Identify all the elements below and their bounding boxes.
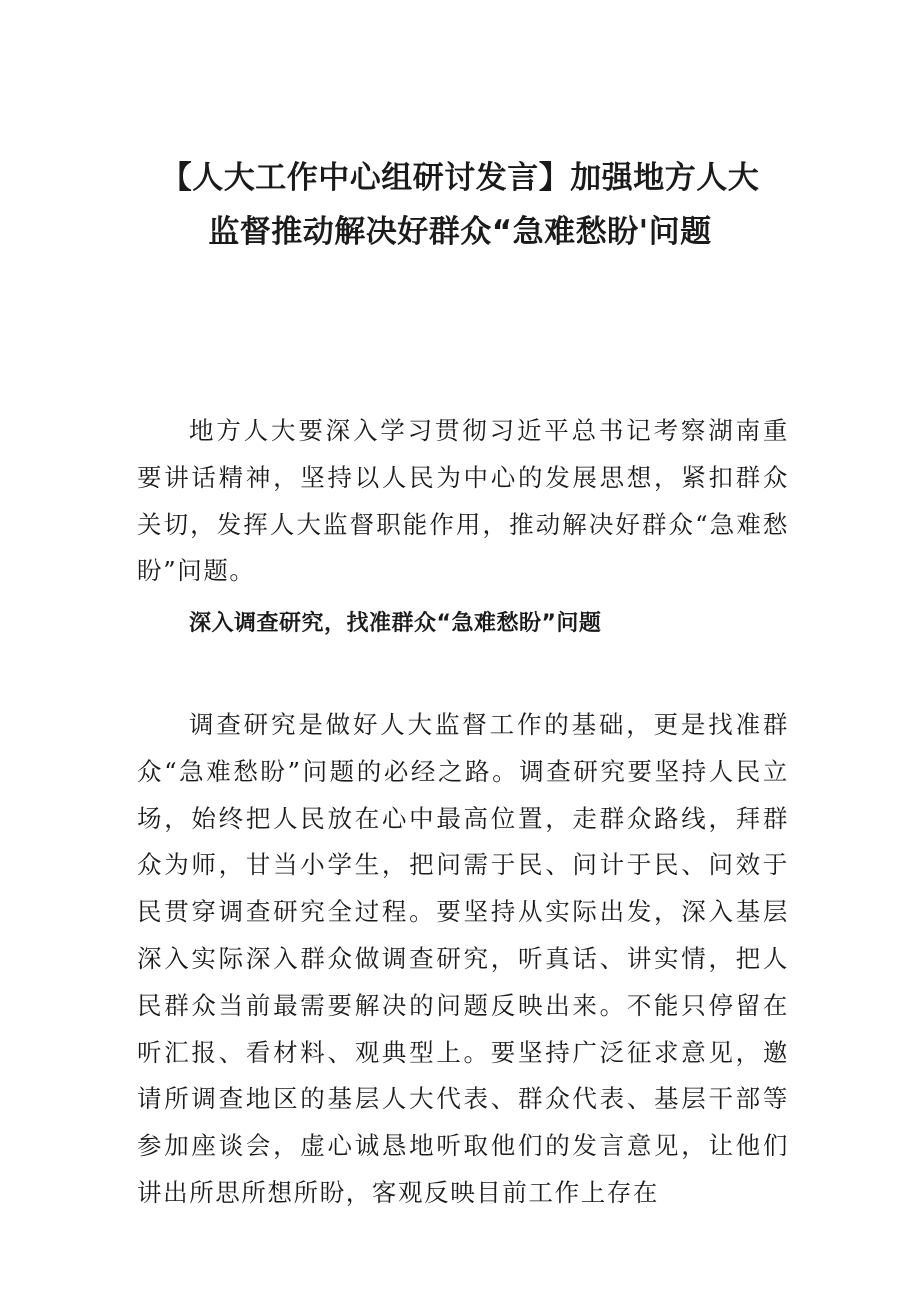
document-title-line-1: 【人大工作中心组研讨发言】加强地方人大: [160, 160, 760, 196]
intro-paragraph: 地方人大要深入学习贯彻习近平总书记考察湖南重要讲话精神，坚持以人民为中心的发展思想，紧扣群众关切，发挥人大监督职能作用，推动解决好群众“急难愁盼”问题。: [137, 416, 789, 586]
section-heading: 深入调查研究，找准群众“急难愁盼”问题: [189, 611, 602, 636]
section-paragraph: 调查研究是做好人大监督工作的基础，更是找准群众“急难愁盼”问题的必经之路。调查研究要坚持人民立场，始终把人民放在心中最高位置，走群众路线，拜群众为师，甘当小学生，把问需于民、问计于民、问效于民贯穿调查研究全过程。要坚持从实际出发，深入基层深入实际深入群众做调查研究，听真话、讲实情，把人民群众当前最需要解决的问题反映出来。不能只停留在听汇报、看材料、观典型上。要坚持广泛征求意见，邀请所调查地区的基层人大代表、群众代表、基层干部等参加座谈会，虚心诚恳地听取他们的发言意见，让他们讲出所思所想所盼，客观反映目前工作上存在: [137, 710, 789, 1207]
document-title-line-2: 监督推动解决好群众“急难愁盼'问题: [208, 214, 712, 250]
